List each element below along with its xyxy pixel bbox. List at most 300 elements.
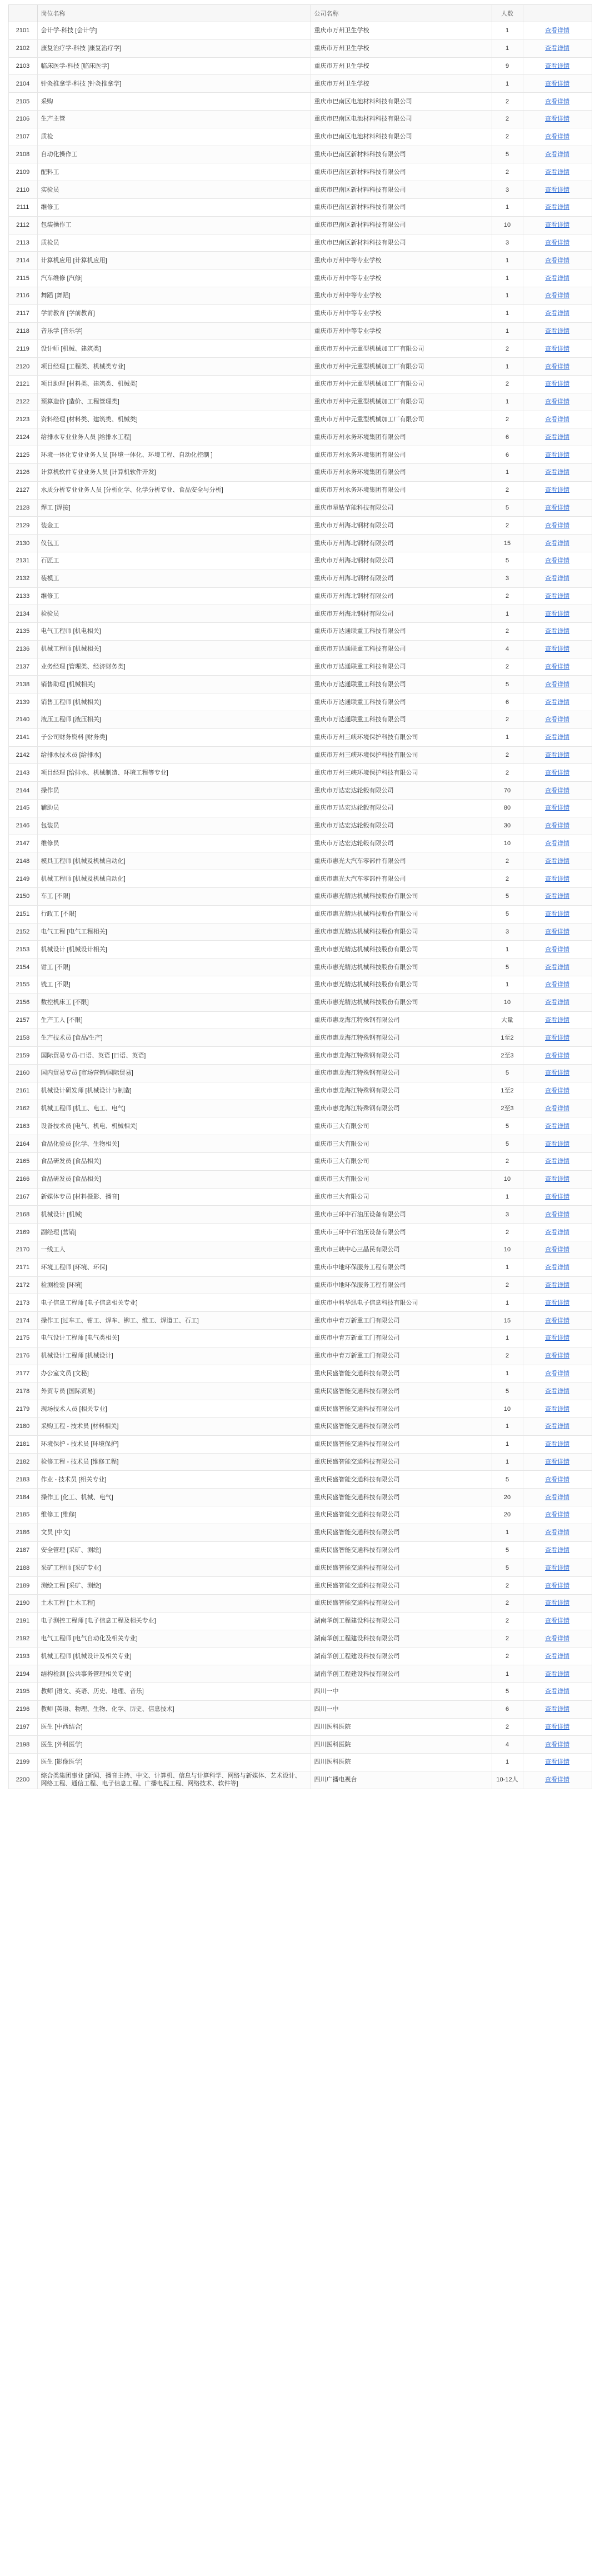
company-name: 重庆市惠龙海江特殊钢有限公司 <box>311 1065 492 1082</box>
action-cell <box>523 216 592 234</box>
view-detail-link[interactable]: 查看详情 <box>545 469 569 476</box>
view-detail-link[interactable]: 查看详情 <box>545 1723 569 1730</box>
table-row <box>8 728 592 746</box>
company-name: 重庆市万州海北钢材有限公司 <box>311 552 492 570</box>
company-name: 重庆市万达宏达轮毂有限公司 <box>311 782 492 800</box>
view-detail-link[interactable]: 查看详情 <box>545 893 569 900</box>
view-detail-link[interactable]: 查看详情 <box>545 1370 569 1377</box>
row-index: 2121 <box>8 375 37 393</box>
view-detail-link[interactable]: 查看详情 <box>545 1688 569 1695</box>
company-name: 重庆市三环中石油压设备有限公司 <box>311 1206 492 1224</box>
table-row <box>8 1329 592 1347</box>
company-name: 重庆市巴南区电池材料科技有限公司 <box>311 128 492 146</box>
action-cell <box>523 552 592 570</box>
view-detail-link[interactable]: 查看详情 <box>545 698 569 706</box>
row-index: 2162 <box>8 1100 37 1117</box>
company-name: 重庆民盛智能交通科技有限公司 <box>311 1365 492 1382</box>
table-row <box>8 428 592 446</box>
job-title: 检测检验 [环境] <box>37 1276 311 1294</box>
action-cell <box>523 1736 592 1754</box>
headcount: 5 <box>492 1382 523 1400</box>
view-detail-link[interactable]: 查看详情 <box>545 310 569 317</box>
headcount: 1 <box>492 1417 523 1435</box>
job-title: 医生 [中西结合] <box>37 1718 311 1736</box>
company-name: 重庆市三大有限公司 <box>311 1170 492 1188</box>
table-row <box>8 1029 592 1047</box>
row-index: 2117 <box>8 304 37 322</box>
row-index: 2159 <box>8 1047 37 1065</box>
job-title: 车工 [不限] <box>37 888 311 906</box>
headcount: 5 <box>492 1683 523 1700</box>
row-index: 2158 <box>8 1029 37 1047</box>
view-detail-link[interactable]: 查看详情 <box>545 1229 569 1236</box>
action-cell <box>523 198 592 216</box>
row-index: 2120 <box>8 358 37 376</box>
view-detail-link[interactable]: 查看详情 <box>545 381 569 388</box>
view-detail-link[interactable]: 查看详情 <box>545 1034 569 1041</box>
job-title: 食品研发员 [食品相关] <box>37 1153 311 1171</box>
action-cell <box>523 446 592 464</box>
table-row <box>8 994 592 1011</box>
row-index: 2200 <box>8 1771 37 1789</box>
view-detail-link[interactable]: 查看详情 <box>545 1511 569 1519</box>
job-title: 作业 - 技术员 [相关专业] <box>37 1471 311 1489</box>
row-index: 2164 <box>8 1135 37 1153</box>
view-detail-link[interactable]: 查看详情 <box>545 398 569 406</box>
company-name: 重庆市巴南区新材料科技有限公司 <box>311 163 492 181</box>
company-name: 重庆市万达宏达轮毂有限公司 <box>311 835 492 852</box>
row-index: 2109 <box>8 163 37 181</box>
headcount: 5 <box>492 676 523 693</box>
headcount: 1 <box>492 1665 523 1683</box>
table-row <box>8 1700 592 1718</box>
table-row <box>8 1718 592 1736</box>
action-cell <box>523 1630 592 1648</box>
headcount: 4 <box>492 640 523 658</box>
action-cell <box>523 340 592 358</box>
row-index: 2179 <box>8 1400 37 1418</box>
table-row <box>8 252 592 269</box>
job-title: 资料经理 [材料类、建筑类、机械类] <box>37 411 311 428</box>
row-index: 2194 <box>8 1665 37 1683</box>
view-detail-link[interactable]: 查看详情 <box>545 1211 569 1218</box>
headcount: 1 <box>492 322 523 340</box>
view-detail-link[interactable]: 查看详情 <box>545 875 569 882</box>
view-detail-link[interactable]: 查看详情 <box>545 681 569 688</box>
view-detail-link[interactable]: 查看详情 <box>545 1423 569 1430</box>
row-index: 2154 <box>8 958 37 976</box>
row-index: 2170 <box>8 1241 37 1259</box>
view-detail-link[interactable]: 查看详情 <box>545 1653 569 1660</box>
view-detail-link[interactable]: 查看详情 <box>545 1105 569 1112</box>
view-detail-link[interactable]: 查看详情 <box>545 646 569 653</box>
table-row <box>8 146 592 163</box>
company-name: 重庆市万州三峡环境保护科技有限公司 <box>311 728 492 746</box>
headcount: 2 <box>492 1276 523 1294</box>
view-detail-link[interactable]: 查看详情 <box>545 363 569 370</box>
company-name: 重庆市巴南区新材料科技有限公司 <box>311 198 492 216</box>
view-detail-link[interactable]: 查看详情 <box>545 557 569 565</box>
headcount: 2 <box>492 340 523 358</box>
view-detail-link[interactable]: 查看详情 <box>545 1017 569 1024</box>
table-row <box>8 1259 592 1276</box>
view-detail-link[interactable]: 查看详情 <box>545 1052 569 1059</box>
view-detail-link[interactable]: 查看详情 <box>545 433 569 441</box>
table-row <box>8 958 592 976</box>
row-index: 2145 <box>8 800 37 817</box>
company-name: 重庆市三大有限公司 <box>311 1135 492 1153</box>
action-cell <box>523 1029 592 1047</box>
view-detail-link[interactable]: 查看详情 <box>545 98 569 105</box>
action-cell <box>523 1577 592 1595</box>
company-name: 重庆市惠光精达机械科技股份有限公司 <box>311 923 492 941</box>
view-detail-link[interactable]: 查看详情 <box>545 805 569 812</box>
view-detail-link[interactable]: 查看详情 <box>545 1458 569 1465</box>
table-row <box>8 163 592 181</box>
table-row <box>8 1771 592 1789</box>
row-index: 2182 <box>8 1453 37 1471</box>
view-detail-link[interactable]: 查看详情 <box>545 822 569 830</box>
company-name: 重庆市万州中元重型机械加工厂有限公司 <box>311 375 492 393</box>
row-index: 2141 <box>8 728 37 746</box>
job-title: 针灸推拿学-科技 [针灸推拿学] <box>37 75 311 93</box>
view-detail-link[interactable]: 查看详情 <box>545 840 569 847</box>
view-detail-link[interactable]: 查看详情 <box>545 1264 569 1271</box>
table-row <box>8 1541 592 1559</box>
job-title: 装金工 <box>37 517 311 535</box>
job-title: 土木工程 [土木工程] <box>37 1594 311 1612</box>
view-detail-link[interactable]: 查看详情 <box>545 1352 569 1360</box>
headcount: 6 <box>492 428 523 446</box>
company-name: 重庆市万达通联重工科技有限公司 <box>311 640 492 658</box>
company-name: 重庆市万州卫生学校 <box>311 22 492 40</box>
job-title: 操作工 [化工、机械、电气] <box>37 1489 311 1506</box>
action-cell <box>523 852 592 870</box>
table-row <box>8 1683 592 1700</box>
table-row <box>8 870 592 888</box>
table-row <box>8 1047 592 1065</box>
company-name: 重庆市巴南区新材料科技有限公司 <box>311 146 492 163</box>
job-title: 操作员 <box>37 782 311 800</box>
view-detail-link[interactable]: 查看详情 <box>545 575 569 582</box>
view-detail-link[interactable]: 查看详情 <box>545 1494 569 1501</box>
table-row <box>8 1417 592 1435</box>
view-detail-link[interactable]: 查看详情 <box>545 1387 569 1395</box>
action-cell <box>523 481 592 499</box>
company-name: 重庆市惠龙海江特殊钢有限公司 <box>311 1082 492 1100</box>
view-detail-link[interactable]: 查看详情 <box>545 628 569 635</box>
view-detail-link[interactable]: 查看详情 <box>545 62 569 69</box>
company-name: 重庆民盛智能交通科技有限公司 <box>311 1471 492 1489</box>
view-detail-link[interactable]: 查看详情 <box>545 522 569 529</box>
view-detail-link[interactable]: 查看详情 <box>545 540 569 547</box>
view-detail-link[interactable]: 查看详情 <box>545 451 569 458</box>
table-row <box>8 782 592 800</box>
company-name: 湖南华创工程建设科技有限公司 <box>311 1612 492 1630</box>
headcount: 1 <box>492 304 523 322</box>
view-detail-link[interactable]: 查看详情 <box>545 504 569 511</box>
job-title: 质检 <box>37 128 311 146</box>
headcount: 6 <box>492 1700 523 1718</box>
headcount: 30 <box>492 817 523 835</box>
view-detail-link[interactable]: 查看详情 <box>545 716 569 723</box>
headcount: 2 <box>492 658 523 676</box>
company-name: 重庆市万州卫生学校 <box>311 57 492 75</box>
headcount: 1 <box>492 39 523 57</box>
row-index: 2107 <box>8 128 37 146</box>
table-row <box>8 693 592 711</box>
view-detail-link[interactable]: 查看详情 <box>545 1706 569 1713</box>
table-row <box>8 375 592 393</box>
view-detail-link[interactable]: 查看详情 <box>545 239 569 246</box>
table-row <box>8 587 592 605</box>
headcount: 10 <box>492 216 523 234</box>
table-row <box>8 1241 592 1259</box>
table-row <box>8 1506 592 1524</box>
view-detail-link[interactable]: 查看详情 <box>545 274 569 282</box>
company-name: 重庆民盛智能交通科技有限公司 <box>311 1559 492 1577</box>
view-detail-link[interactable]: 查看详情 <box>545 610 569 617</box>
action-cell <box>523 269 592 287</box>
job-title: 电子信息工程师 [电子信息相关专业] <box>37 1294 311 1312</box>
table-row <box>8 181 592 199</box>
headcount: 1 <box>492 287 523 304</box>
action-cell <box>523 1206 592 1224</box>
company-name: 重庆市中地环保服务工程有限公司 <box>311 1259 492 1276</box>
header-action <box>523 5 592 22</box>
action-cell <box>523 234 592 252</box>
job-title: 操作工 [过车工、钳工、焊车、铆工、维工、焊道工、石工] <box>37 1312 311 1330</box>
row-index: 2102 <box>8 39 37 57</box>
company-name: 重庆民盛智能交通科技有限公司 <box>311 1489 492 1506</box>
table-row <box>8 1082 592 1100</box>
job-title: 辅助员 <box>37 800 311 817</box>
job-title: 数控机床工 [不限] <box>37 994 311 1011</box>
view-detail-link[interactable]: 查看详情 <box>545 663 569 671</box>
view-detail-link[interactable]: 查看详情 <box>545 1776 569 1784</box>
view-detail-link[interactable]: 查看详情 <box>545 1529 569 1536</box>
view-detail-link[interactable]: 查看详情 <box>545 1140 569 1147</box>
view-detail-link[interactable]: 查看详情 <box>545 1476 569 1483</box>
view-detail-link[interactable]: 查看详情 <box>545 1564 569 1571</box>
view-detail-link[interactable]: 查看详情 <box>545 1618 569 1625</box>
view-detail-link[interactable]: 查看详情 <box>545 487 569 494</box>
view-detail-link[interactable]: 查看详情 <box>545 1335 569 1342</box>
job-title: 维修工 <box>37 587 311 605</box>
headcount: 2 <box>492 1153 523 1171</box>
view-detail-link[interactable]: 查看详情 <box>545 222 569 229</box>
headcount: 2 <box>492 623 523 641</box>
view-detail-link[interactable]: 查看详情 <box>545 186 569 193</box>
view-detail-link[interactable]: 查看详情 <box>545 168 569 176</box>
view-detail-link[interactable]: 查看详情 <box>545 1087 569 1095</box>
table-row <box>8 764 592 782</box>
table-row <box>8 817 592 835</box>
view-detail-link[interactable]: 查看详情 <box>545 911 569 918</box>
job-title: 检验员 <box>37 605 311 623</box>
view-detail-link[interactable]: 查看详情 <box>545 1176 569 1183</box>
table-row <box>8 923 592 941</box>
view-detail-link[interactable]: 查看详情 <box>545 1546 569 1554</box>
headcount: 5 <box>492 499 523 517</box>
headcount: 2 <box>492 1630 523 1648</box>
headcount: 3 <box>492 1206 523 1224</box>
table-row <box>8 1365 592 1382</box>
view-detail-link[interactable]: 查看详情 <box>545 1405 569 1412</box>
view-detail-link[interactable]: 查看详情 <box>545 1582 569 1589</box>
headcount: 5 <box>492 552 523 570</box>
view-detail-link[interactable]: 查看详情 <box>545 45 569 52</box>
view-detail-link[interactable]: 查看详情 <box>545 1158 569 1165</box>
headcount: 5 <box>492 1135 523 1153</box>
table-row <box>8 658 592 676</box>
headcount: 1 <box>492 728 523 746</box>
view-detail-link[interactable]: 查看详情 <box>545 1281 569 1289</box>
table-row <box>8 1612 592 1630</box>
view-detail-link[interactable]: 查看详情 <box>545 1635 569 1642</box>
company-name: 重庆市万州中元重型机械加工厂有限公司 <box>311 340 492 358</box>
view-detail-link[interactable]: 查看详情 <box>545 787 569 794</box>
view-detail-link[interactable]: 查看详情 <box>545 928 569 936</box>
action-cell <box>523 39 592 57</box>
view-detail-link[interactable]: 查看详情 <box>545 1441 569 1448</box>
action-cell <box>523 1011 592 1029</box>
job-title: 机械设计工程师 [机械设计] <box>37 1347 311 1365</box>
view-detail-link[interactable]: 查看详情 <box>545 981 569 989</box>
headcount: 10-12人 <box>492 1771 523 1789</box>
row-index: 2142 <box>8 746 37 764</box>
action-cell <box>523 587 592 605</box>
job-title: 现场技术人员 [相关专业] <box>37 1400 311 1418</box>
company-name: 重庆市万达通联重工科技有限公司 <box>311 711 492 729</box>
company-name: 重庆市惠光精达机械科技股份有限公司 <box>311 976 492 994</box>
company-name: 重庆市万州卫生学校 <box>311 75 492 93</box>
action-cell <box>523 1082 592 1100</box>
view-detail-link[interactable]: 查看详情 <box>545 80 569 87</box>
view-detail-link[interactable]: 查看详情 <box>545 1122 569 1130</box>
row-index: 2166 <box>8 1170 37 1188</box>
view-detail-link[interactable]: 查看详情 <box>545 946 569 953</box>
action-cell <box>523 1594 592 1612</box>
view-detail-link[interactable]: 查看详情 <box>545 1246 569 1254</box>
job-title: 采购 <box>37 93 311 111</box>
view-detail-link[interactable]: 查看详情 <box>545 1600 569 1607</box>
action-cell <box>523 835 592 852</box>
row-index: 2172 <box>8 1276 37 1294</box>
job-title: 机械工程师 [机工、电工、电气] <box>37 1100 311 1117</box>
action-cell <box>523 1047 592 1065</box>
header-company: 公司名称 <box>311 5 492 22</box>
row-index: 2151 <box>8 905 37 923</box>
headcount: 10 <box>492 1170 523 1188</box>
view-detail-link[interactable]: 查看详情 <box>545 857 569 865</box>
view-detail-link[interactable]: 查看详情 <box>545 734 569 741</box>
row-index: 2153 <box>8 941 37 958</box>
job-title: 电气工程 [电气工程相关] <box>37 923 311 941</box>
company-name: 四川广播电视台 <box>311 1771 492 1789</box>
table-row <box>8 1153 592 1171</box>
table-row <box>8 463 592 481</box>
headcount: 2 <box>492 764 523 782</box>
headcount: 2 <box>492 587 523 605</box>
action-cell <box>523 1312 592 1330</box>
action-cell <box>523 287 592 304</box>
view-detail-link[interactable]: 查看详情 <box>545 1759 569 1766</box>
view-detail-link[interactable]: 查看详情 <box>545 151 569 158</box>
row-index: 2137 <box>8 658 37 676</box>
job-title: 包装操作工 <box>37 216 311 234</box>
company-name: 重庆市万达通联重工科技有限公司 <box>311 623 492 641</box>
view-detail-link[interactable]: 查看详情 <box>545 1741 569 1748</box>
view-detail-link[interactable]: 查看详情 <box>545 1317 569 1324</box>
headcount: 2 <box>492 1612 523 1630</box>
table-row <box>8 1648 592 1665</box>
job-title: 文员 [中文] <box>37 1524 311 1541</box>
job-title: 液压工程师 [液压相关] <box>37 711 311 729</box>
job-title: 石匠工 <box>37 552 311 570</box>
view-detail-link[interactable]: 查看详情 <box>545 292 569 299</box>
headcount: 20 <box>492 1489 523 1506</box>
view-detail-link[interactable]: 查看详情 <box>545 769 569 776</box>
row-index: 2171 <box>8 1259 37 1276</box>
row-index: 2186 <box>8 1524 37 1541</box>
view-detail-link[interactable]: 查看详情 <box>545 416 569 423</box>
view-detail-link[interactable]: 查看详情 <box>545 963 569 971</box>
view-detail-link[interactable]: 查看详情 <box>545 1070 569 1077</box>
job-title: 设备技术员 [电气、机电、机械相关] <box>37 1117 311 1135</box>
table-row <box>8 605 592 623</box>
action-cell <box>523 1294 592 1312</box>
company-name: 重庆民盛智能交通科技有限公司 <box>311 1453 492 1471</box>
headcount: 1 <box>492 1453 523 1471</box>
action-cell <box>523 1329 592 1347</box>
row-index: 2185 <box>8 1506 37 1524</box>
job-title: 预算造价 [造价、工程管理类] <box>37 393 311 411</box>
view-detail-link[interactable]: 查看详情 <box>545 1299 569 1306</box>
view-detail-link[interactable]: 查看详情 <box>545 1193 569 1200</box>
view-detail-link[interactable]: 查看详情 <box>545 116 569 123</box>
table-row <box>8 1206 592 1224</box>
job-title: 康复治疗学-科技 [康复治疗学] <box>37 39 311 57</box>
row-index: 2197 <box>8 1718 37 1736</box>
headcount: 1 <box>492 393 523 411</box>
view-detail-link[interactable]: 查看详情 <box>545 257 569 264</box>
row-index: 2199 <box>8 1754 37 1771</box>
view-detail-link[interactable]: 查看详情 <box>545 345 569 352</box>
view-detail-link[interactable]: 查看详情 <box>545 204 569 211</box>
view-detail-link[interactable]: 查看详情 <box>545 27 569 34</box>
action-cell <box>523 1117 592 1135</box>
action-cell <box>523 181 592 199</box>
view-detail-link[interactable]: 查看详情 <box>545 327 569 335</box>
action-cell <box>523 1135 592 1153</box>
job-title: 机械设计研发师 [机械设计与制造] <box>37 1082 311 1100</box>
action-cell <box>523 1718 592 1736</box>
headcount: 10 <box>492 994 523 1011</box>
view-detail-link[interactable]: 查看详情 <box>545 133 569 141</box>
action-cell <box>523 923 592 941</box>
view-detail-link[interactable]: 查看详情 <box>545 1670 569 1678</box>
headcount: 2 <box>492 128 523 146</box>
company-name: 重庆市万州中等专业学校 <box>311 287 492 304</box>
view-detail-link[interactable]: 查看详情 <box>545 752 569 759</box>
view-detail-link[interactable]: 查看详情 <box>545 592 569 600</box>
action-cell <box>523 1241 592 1259</box>
headcount: 2 <box>492 1577 523 1595</box>
row-index: 2165 <box>8 1153 37 1171</box>
view-detail-link[interactable]: 查看详情 <box>545 999 569 1006</box>
action-cell <box>523 1559 592 1577</box>
